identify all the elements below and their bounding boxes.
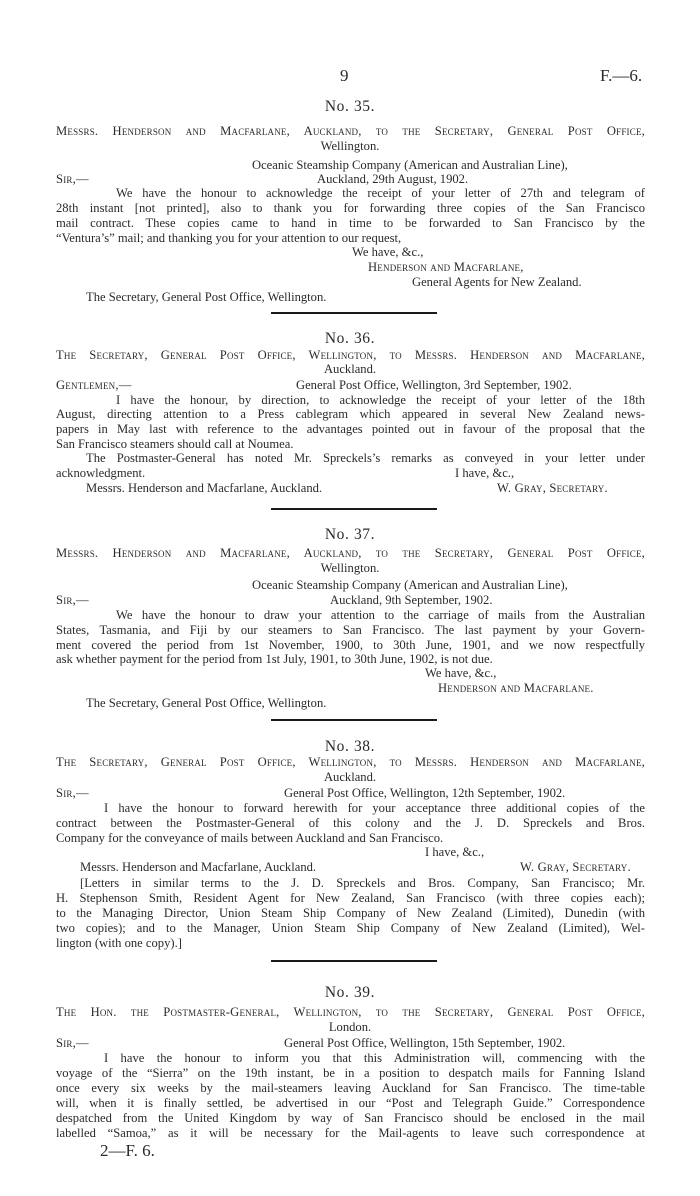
letter-37-signature: Henderson and Macfarlane. [438, 681, 594, 695]
letter-38-address-line-1: The Secretary, General Post Office, Wellington, to Messrs. Henderson and Macfarlane, [56, 755, 645, 769]
letter-35-body-line-3: mail contract. These copies came to hand in time to be forwarded to San Francisco by the [56, 216, 645, 230]
letter-39-place-date: General Post Office, Wellington, 15th September, 1902. [284, 1036, 566, 1050]
letter-36-number: No. 36. [324, 330, 376, 347]
letter-36-body-line-5: The Postmaster-General has noted Mr. Spreckels’s remarks as conveyed in your letter under [86, 451, 645, 465]
letter-37-salutation: Sir,— [56, 593, 89, 607]
letter-36-place-date: General Post Office, Wellington, 3rd September, 1902. [296, 378, 572, 392]
page-number: 9 [340, 66, 349, 85]
section-divider [271, 312, 437, 314]
letter-35-organisation: Oceanic Steamship Company (American and Australian Line), [252, 158, 568, 172]
letter-38-note-line-5: lington (with one copy).] [56, 936, 182, 950]
letter-36-body-line-2: August, directing attention to a Press cablegram which appeared in several New Zealand news- [56, 407, 645, 421]
letter-37-closing: We have, &c., [425, 666, 497, 680]
letter-35-addressee: The Secretary, General Post Office, Wellington. [86, 290, 327, 304]
letter-39-body-line-4: will, when it is finally settled, be advertised in our “Post and Telegraph Guide.” Correspondence [56, 1096, 645, 1110]
letter-38-note-line-4: two copies); and to the Manager, Union Steam Ship Company of New Zealand (Limited), Wel- [56, 921, 645, 935]
letter-35-place-date: Auckland, 29th August, 1902. [317, 172, 469, 186]
letter-36-address-line-1: The Secretary, General Post Office, Wellington, to Messrs. Henderson and Macfarlane, [56, 348, 645, 362]
letter-35-address-line-1: Messrs. Henderson and Macfarlane, Auckland, to the Secretary, General Post Office, [56, 124, 645, 138]
letter-38-body-line-2: contract between the Postmaster-General of this colony and the J. D. Spreckels and Bros. [56, 816, 645, 830]
letter-35-body-line-4: “Ventura’s” mail; and thanking you for your attention to our request, [56, 231, 402, 245]
letter-37-body-line-2: States, Tasmania, and Fiji by our steamers to San Francisco. The last payment by your Govern- [56, 623, 645, 637]
letter-35-signature-title: General Agents for New Zealand. [412, 275, 582, 289]
letter-38-place-date: General Post Office, Wellington, 12th September, 1902. [284, 786, 566, 800]
letter-38-addressee: Messrs. Henderson and Macfarlane, Auckland. [80, 860, 317, 874]
letter-37-body-line-1: We have the honour to draw your attention to the carriage of mails from the Australian [116, 608, 645, 622]
letter-36-body-line-1: I have the honour, by direction, to acknowledge the receipt of your letter of the 18th [116, 393, 645, 407]
letter-38-body-line-1: I have the honour to forward herewith for your acceptance three additional copies of the [104, 801, 645, 815]
letter-37-number: No. 37. [324, 526, 376, 543]
letter-39-address-line-2: London. [328, 1020, 372, 1034]
letter-38-salutation: Sir,— [56, 786, 89, 800]
letter-35-body-line-2: 28th instant [not printed], also to thank you for forwarding three copies of the San Francisco [56, 201, 645, 215]
letter-37-body-line-3: ment covered the period from 1st November, 1900, to 30th June, 1901, and we now respectfully [56, 638, 645, 652]
document-reference: F.—6. [600, 66, 643, 85]
letter-38-note-line-1: [Letters in similar terms to the J. D. Spreckels and Bros. Company, San Francisco; Mr. [80, 876, 645, 890]
letter-35-closing: We have, &c., [352, 245, 424, 259]
letter-36-body-line-3: papers in May last with reference to the advantages pointed out in favour of the proposal that the [56, 422, 645, 436]
letter-39-body-line-3: once every six weeks by the mail-steamers leaving Auckland for San Francisco. The time-table [56, 1081, 645, 1095]
letter-38-address-line-2: Auckland. [323, 770, 377, 784]
signature-mark: 2—F. 6. [100, 1141, 155, 1160]
letter-36-signature: W. Gray, Secretary. [497, 481, 608, 495]
letter-37-address-line-1: Messrs. Henderson and Macfarlane, Auckland, to the Secretary, General Post Office, [56, 546, 645, 560]
letter-35-body-line-1: We have the honour to acknowledge the receipt of your letter of 27th and telegram of [116, 186, 645, 200]
section-divider [271, 719, 437, 721]
letter-38-signature: W. Gray, Secretary. [520, 860, 631, 874]
letter-37-body-line-4: ask whether payment for the period from 1st July, 1901, to 30th June, 1902, is not due. [56, 652, 493, 666]
letter-38-closing: I have, &c., [425, 845, 485, 859]
letter-39-body-line-1: I have the honour to inform you that this Administration will, commencing with the [104, 1051, 645, 1065]
letter-37-addressee: The Secretary, General Post Office, Wellington. [86, 696, 327, 710]
letter-39-salutation: Sir,— [56, 1036, 89, 1050]
letter-36-closing: I have, &c., [455, 466, 515, 480]
letter-39-body-line-6: labelled “Samoa,” as it will be necessary for the Mail-agents to leave such correspondence at [56, 1126, 645, 1140]
letter-39-number: No. 39. [324, 984, 376, 1001]
letter-35-number: No. 35. [324, 98, 376, 115]
letter-39-body-line-2: voyage of the “Sierra” on the 19th instant, be in a position to despatch mails for Fanning Island [56, 1066, 645, 1080]
section-divider [271, 960, 437, 962]
letter-38-body-line-3: Company for the conveyance of mails between Auckland and San Francisco. [56, 831, 444, 845]
letter-38-number: No. 38. [324, 738, 376, 755]
letter-37-organisation: Oceanic Steamship Company (American and Australian Line), [252, 578, 568, 592]
letter-37-place-date: Auckland, 9th September, 1902. [330, 593, 493, 607]
letter-35-salutation: Sir,— [56, 172, 89, 186]
letter-36-address-line-2: Auckland. [323, 362, 377, 376]
letter-36-addressee: Messrs. Henderson and Macfarlane, Auckland. [86, 481, 323, 495]
letter-35-address-line-2: Wellington. [320, 139, 380, 153]
section-divider [271, 508, 437, 510]
letter-36-body-line-6: acknowledgment. [56, 466, 146, 480]
letter-36-salutation: Gentlemen,— [56, 378, 132, 392]
letter-39-address-line-1: The Hon. the Postmaster-General, Wellington, to the Secretary, General Post Office, [56, 1005, 645, 1019]
letter-38-note-line-3: to the Managing Director, Union Steam Ship Company of New Zealand (Limited), Dunedin (with [56, 906, 645, 920]
letter-35-signature: Henderson and Macfarlane, [368, 260, 524, 274]
letter-36-body-line-4: San Francisco steamers should call at Noumea. [56, 437, 294, 451]
letter-38-note-line-2: H. Stephenson Smith, Resident Agent for New Zealand, San Francisco (with three copies each); [56, 891, 645, 905]
letter-39-body-line-5: despatched from the United Kingdom by way of San Francisco should be enclosed in the mail [56, 1111, 645, 1125]
letter-37-address-line-2: Wellington. [320, 561, 380, 575]
